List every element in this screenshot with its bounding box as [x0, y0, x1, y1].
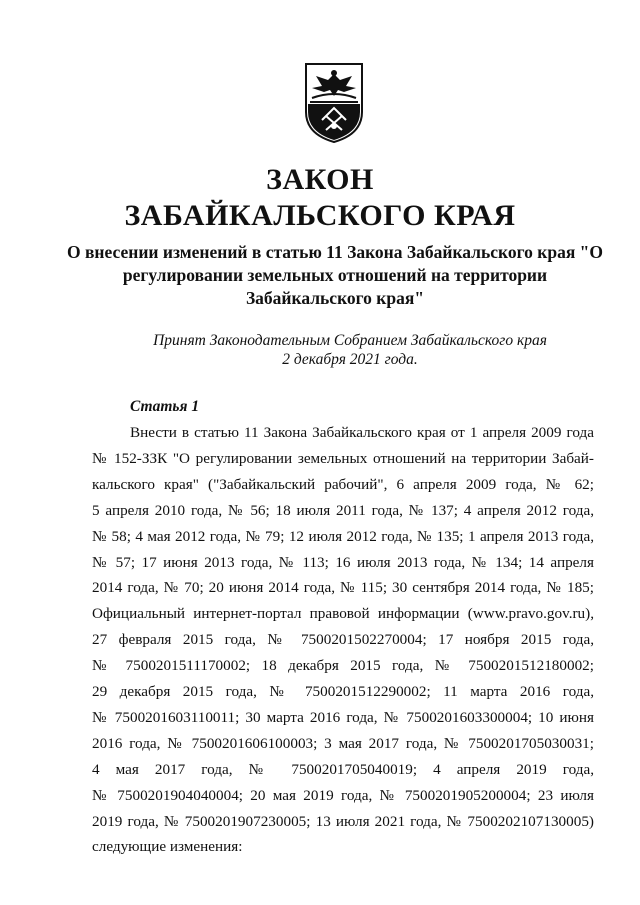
article-text-line: 2016 года, № 7500201606100003; 3 мая 2017 года, № 7500201705030031;	[92, 734, 594, 752]
adoption-line-2: 2 декабря 2021 года.	[282, 351, 418, 368]
article-text-line: 2019 года, № 7500201907230005; 13 июля 2021 года, № 7500202107130005)	[92, 812, 594, 830]
article-text-line: кальского края" ("Забайкальский рабочий", 6 апреля 2009 года, № 62;	[92, 475, 594, 493]
article-text-line: 29 декабря 2015 года, № 7500201512290002; 11 марта 2016 года,	[92, 683, 594, 700]
article-text-line: 27 февраля 2015 года, № 7500201502270004; 17 ноября 2015 года,	[92, 631, 594, 649]
adoption-note	[100, 331, 600, 369]
article-text-line: № 152-ЗЗК "О регулировании земельных отношений на территории Забай-	[92, 449, 594, 467]
law-subtitle: О внесении изменений в статью 11 Закона Забайкальского края "О регулировании земельных отношений на территории Забайкальского края"	[66, 242, 603, 308]
article-text-line: № 7500201904040004; 20 мая 2019 года, № 7500201905200004; 23 июля	[92, 786, 594, 804]
article-text-line: 5 апреля 2010 года, № 56; 18 июля 2011 года, № 137; 4 апреля 2012 года,	[92, 501, 594, 519]
law-title-line-1: ЗАКОН	[266, 163, 374, 196]
coat-of-arms-icon	[302, 60, 366, 144]
law-title-line-2: ЗАБАЙКАЛЬСКОГО КРАЯ	[124, 199, 516, 232]
article-text-line: 2014 года, № 70; 20 июня 2014 года, № 115; 30 сентября 2014 года, № 185;	[92, 579, 594, 597]
article-text-line: № 7500201511170002; 18 декабря 2015 года, № 7500201512180002;	[92, 657, 594, 675]
article-text-line: № 57; 17 июня 2013 года, № 113; 16 июля 2013 года, № 134; 14 апреля	[92, 553, 594, 571]
article-text-line: Официальный интернет-портал правовой информации (www.pravo.gov.ru),	[92, 605, 594, 623]
article-text-line: № 58; 4 мая 2012 года, № 79; 12 июля 2012 года, № 135; 1 апреля 2013 года,	[92, 527, 594, 545]
article-text-line: 4 мая 2017 года, № 7500201705040019; 4 апреля 2019 года,	[92, 760, 594, 778]
article-heading: Статья 1	[130, 398, 200, 415]
article-text-line: следующие изменения:	[92, 838, 243, 856]
adoption-line-1: Принят Законодательным Собранием Забайкальского края	[153, 332, 547, 349]
article-text-line: Внести в статью 11 Закона Забайкальского края от 1 апреля 2009 года	[130, 424, 594, 441]
article-text-line: № 7500201603110011; 30 марта 2016 года, № 7500201603300004; 10 июня	[92, 708, 594, 726]
